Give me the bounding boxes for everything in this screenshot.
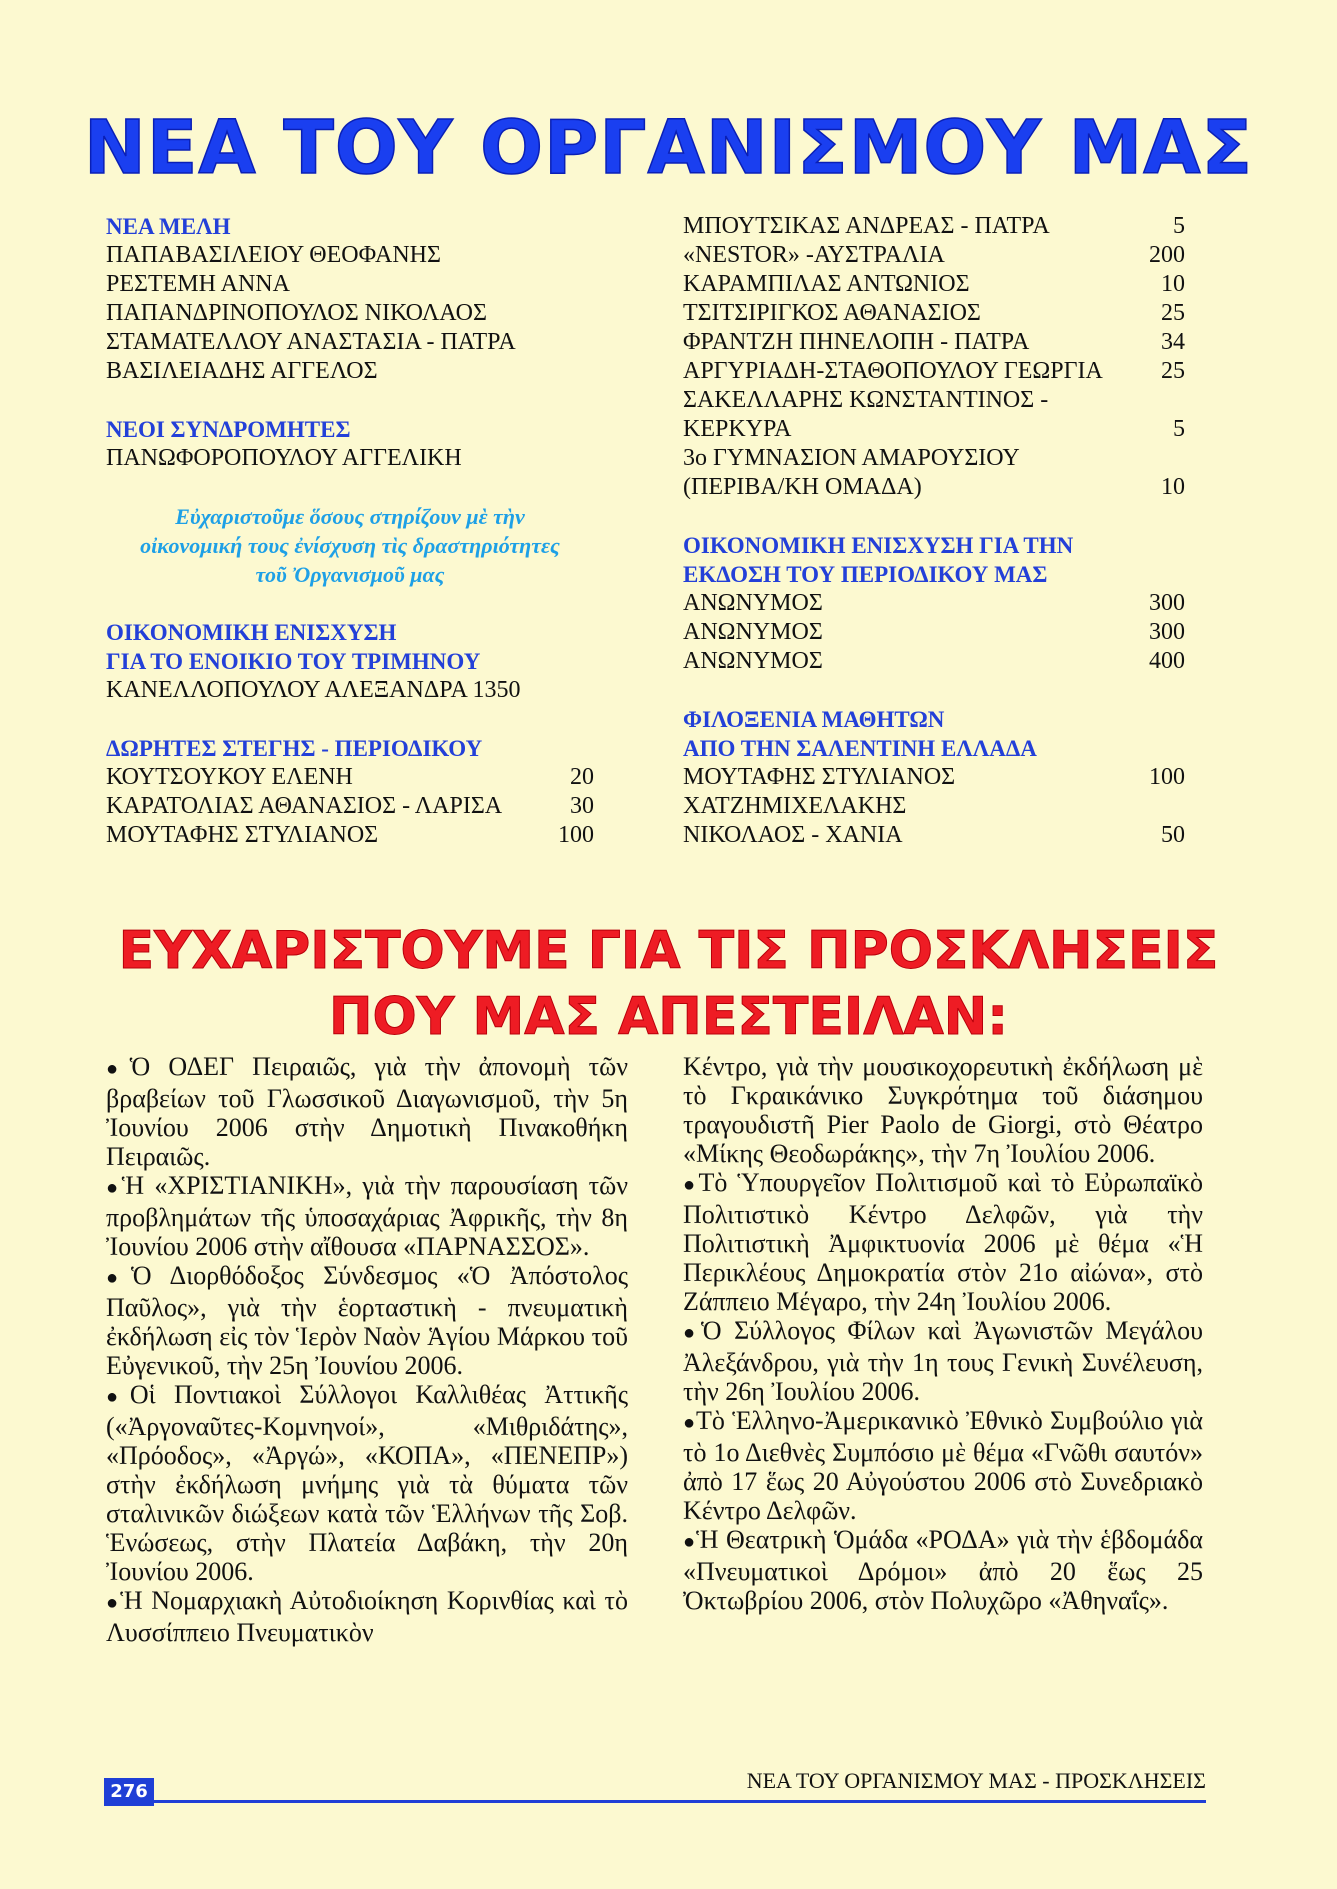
donor-name: ΜΠΟΥΤΣΙΚΑΣ ΑΝΔΡΕΑΣ - ΠΑΤΡΑ	[683, 213, 1050, 239]
invitation-paragraph	[683, 1052, 1203, 1168]
donor-amount: 100	[558, 822, 594, 848]
donor-amount: 100	[1149, 764, 1185, 790]
bullet-icon: ●	[683, 1531, 697, 1553]
donor-amount: 20	[570, 764, 594, 790]
donor-row	[683, 647, 1185, 676]
donor-amount: 25	[1161, 300, 1185, 326]
donor-name: (ΠΕΡΙΒΑ/ΚΗ ΟΜΑΔΑ)	[683, 474, 922, 500]
list-item: ΠΑΝΩΦΟΡΟΠΟΥΛΟΥ ΑΓΓΕΛΙΚΗ	[106, 445, 462, 471]
thanks-line: Εὐχαριστοῦμε ὅσους στηρίζουν μὲ τὴν	[175, 504, 525, 529]
rent-support-heading: ΓΙΑ ΤΟ ΕΝΟΙΚΙΟ ΤΟΥ ΤΡΙΜΗΝΟΥ	[106, 649, 481, 674]
footer-section-title: ΝΕΑ ΤΟΥ ΟΡΓΑΝΙΣΜΟΥ ΜΑΣ - ΠΡΟΣΚΛΗΣΕΙΣ	[746, 1768, 1206, 1793]
footer-rule	[154, 1800, 1206, 1803]
list-item: ΣΤΑΜΑΤΕΛΛΟΥ ΑΝΑΣΤΑΣΙΑ - ΠΑΤΡΑ	[106, 329, 516, 355]
donor-name: ΜΟΥΤΑΦΗΣ ΣΤΥΛΙΑΝΟΣ	[683, 764, 956, 790]
thanks-line: τοῦ Ὀργανισμοῦ μας	[255, 562, 445, 587]
donor-amount: 10	[1161, 474, 1185, 500]
donor-row	[683, 618, 1185, 647]
list-item: ΠΑΠΑΒΑΣΙΛΕΙΟΥ ΘΕΟΦΑΝΗΣ	[106, 242, 441, 268]
donor-amount: 300	[1149, 590, 1185, 616]
donor-row	[683, 270, 1185, 299]
invitation-paragraph	[683, 1525, 1203, 1615]
invitations-title-line: ΠΟΥ ΜΑΣ ΑΠΕΣΤΕΙΛΑΝ:	[328, 987, 1009, 1047]
donor-row	[683, 299, 1185, 328]
invitations-left-column	[106, 1052, 628, 1647]
donor-name: ΚΑΡΑΤΟΛΙΑΣ ΑΘΑΝΑΣΙΟΣ - ΛΑΡΙΣΑ	[106, 793, 503, 819]
invitation-paragraph	[106, 1586, 628, 1647]
donor-name: ΚΟΥΤΣΟΥΚΟΥ ΕΛΕΝΗ	[106, 764, 353, 790]
bullet-icon: ●	[683, 1174, 699, 1196]
invitation-paragraph	[106, 1171, 628, 1261]
donor-name: ΚΑΡΑΜΠΙΛΑΣ ΑΝΤΩΝΙΟΣ	[683, 271, 970, 297]
bullet-icon: ●	[683, 1412, 696, 1434]
donor-name: ΣΑΚΕΛΛΑΡΗΣ ΚΩΝΣΤΑΝΤΙΝΟΣ -	[683, 387, 1049, 413]
donor-amount: 10	[1161, 271, 1185, 297]
invitation-text: Ὁ ΟΔΕΓ Πειραιῶς, γιὰ τὴν ἀπονομὴ τῶν βραβείων τοῦ Γλωσσικοῦ Διαγωνισμοῦ, τὴν 5η Ἰουνίου 2006 στὴν Δημοτικὴ Πινακοθήκη Πειραιῶς.	[106, 1052, 628, 1171]
donor-name: ΝΙΚΟΛΑΟΣ - ΧΑΝΙΑ	[683, 822, 903, 848]
donor-row	[683, 763, 1185, 792]
donor-name: ΑΝΩΝΥΜΟΣ	[683, 590, 823, 616]
donor-amount: 25	[1161, 358, 1185, 384]
donor-row	[683, 415, 1185, 444]
invitation-text: Τὸ Ὑπουργεῖον Πολιτισμοῦ καὶ τὸ Εὐρωπαϊκὸ Πολιτιστικὸ Κέντρο Δελφῶν, γιὰ τὴν Πολιτιστικὴ Ἀμφικτυονία 2006 μὲ θέμα «Ἡ Περικλέους Δημοκρατία στὸν 21ο αἰώνα», στὸ Ζάππειο Μέγαρο, τὴν 24η Ἰουλίου 2006.	[683, 1168, 1203, 1316]
magazine-support-heading: ΟΙΚΟΝΟΜΙΚΗ ΕΝΙΣΧΥΣΗ ΓΙΑ ΤΗΝ	[683, 533, 1074, 558]
bullet-icon: ●	[683, 1322, 702, 1344]
page-number: 276	[104, 1778, 154, 1806]
donor-name: ΑΝΩΝΥΜΟΣ	[683, 619, 823, 645]
donor-amount: 300	[1149, 619, 1185, 645]
invitation-text: Κέντρο, γιὰ τὴν μουσικοχορευτικὴ ἐκδήλωση μὲ τὸ Γκραικάνικο Συγκρότημα τοῦ διάσημου τραγουδιστῆ Pier Paolo de Giorgi, στὸ Θέατρο «Μίκης Θεοδωράκης», τὴν 7η Ἰουλίου 2006.	[683, 1052, 1203, 1168]
donor-amount: 30	[570, 793, 594, 819]
invitations-title-line: ΕΥΧΑΡΙΣΤΟΥΜΕ ΓΙΑ ΤΙΣ ΠΡΟΣΚΛΗΣΕΙΣ	[118, 921, 1219, 981]
new-members-heading: ΝΕΑ ΜΕΛΗ	[106, 214, 231, 239]
rent-support-heading: ΟΙΚΟΝΟΜΙΚΗ ΕΝΙΣΧΥΣΗ	[106, 620, 397, 645]
donor-row	[683, 473, 1185, 502]
donor-name: ΑΝΩΝΥΜΟΣ	[683, 648, 823, 674]
donor-amount: 50	[1161, 822, 1185, 848]
donor-row	[683, 589, 1185, 618]
donors-heading: ΔΩΡΗΤΕΣ ΣΤΕΓΗΣ - ΠΕΡΙΟΔΙΚΟΥ	[106, 736, 483, 761]
bullet-icon: ●	[106, 1592, 121, 1614]
list-item: ΡΕΣΤΕΜΗ ΑΝΝΑ	[106, 271, 290, 297]
donor-name: ΑΡΓΥΡΙΑΔΗ-ΣΤΑΘΟΠΟΥΛΟΥ ΓΕΩΡΓΙΑ	[683, 358, 1103, 384]
thanks-note	[106, 502, 594, 589]
list-item: ΠΑΠΑΝΔΡΙΝΟΠΟΥΛΟΣ ΝΙΚΟΛΑΟΣ	[106, 300, 487, 326]
bullet-icon: ●	[106, 1058, 130, 1080]
donor-amount: 5	[1173, 416, 1185, 442]
list-item: ΚΑΝΕΛΛΟΠΟΥΛΟΥ ΑΛΕΞΑΝΔΡΑ 1350	[106, 677, 521, 703]
invitation-paragraph	[683, 1406, 1203, 1525]
invitation-text: Ὁ Σύλλογος Φίλων καὶ Ἀγωνιστῶν Μεγάλου Ἀλεξάνδρου, γιὰ τὴν 1η τους Γενικὴ Συνέλευση, τὴν 26η Ἰουλίου 2006.	[683, 1316, 1203, 1406]
invitations-title	[0, 918, 1337, 1050]
donor-row	[683, 241, 1185, 270]
donor-name: ΚΕΡΚΥΡΑ	[683, 416, 792, 442]
donor-name: «NESTOR» -ΑΥΣΤΡΑΛΙΑ	[683, 242, 945, 268]
bullet-icon: ●	[106, 1386, 130, 1408]
invitation-paragraph	[106, 1261, 628, 1380]
donor-name: ΤΣΙΤΣΙΡΙΓΚΟΣ ΑΘΑΝΑΣΙΟΣ	[683, 300, 981, 326]
bullet-icon: ●	[106, 1177, 122, 1199]
invitation-text: Ἡ Νομαρχιακὴ Αὐτοδιοίκηση Κορινθίας καὶ τὸ Λυσσίππειο Πνευματικὸν	[106, 1586, 628, 1647]
invitation-paragraph	[106, 1380, 628, 1586]
donor-amount: 34	[1161, 329, 1185, 355]
new-subscribers-heading: ΝΕΟΙ ΣΥΝΔΡΟΜΗΤΕΣ	[106, 417, 351, 442]
invitation-paragraph	[683, 1168, 1203, 1316]
donor-row	[683, 328, 1185, 357]
donor-amount: 5	[1173, 213, 1185, 239]
left-column	[106, 212, 594, 850]
donor-name: 3ο ΓΥΜΝΑΣΙΟΝ ΑΜΑΡΟΥΣΙΟΥ	[683, 445, 1020, 471]
invitations-right-column	[683, 1052, 1203, 1615]
right-column	[683, 212, 1185, 850]
donor-row	[106, 821, 594, 850]
hospitality-heading: ΑΠΟ ΤΗΝ ΣΑΛΕΝΤΙΝΗ ΕΛΛΑΔΑ	[683, 736, 1037, 761]
list-item: ΒΑΣΙΛΕΙΑΔΗΣ ΑΓΓΕΛΟΣ	[106, 358, 378, 384]
donor-row	[106, 792, 594, 821]
donor-name: ΜΟΥΤΑΦΗΣ ΣΤΥΛΙΑΝΟΣ	[106, 822, 379, 848]
donor-name: ΦΡΑΝΤΖΗ ΠΗΝΕΛΟΠΗ - ΠΑΤΡΑ	[683, 329, 1030, 355]
hospitality-heading: ΦΙΛΟΞΕΝΙΑ ΜΑΘΗΤΩΝ	[683, 707, 945, 732]
donor-row	[106, 763, 594, 792]
page-title: ΝΕΑ ΤΟΥ ΟΡΓΑΝΙΣΜΟΥ ΜΑΣ	[83, 105, 1254, 191]
donor-amount: 200	[1149, 242, 1185, 268]
invitation-paragraph	[106, 1052, 628, 1171]
thanks-line: οἰκονομική τους ἐνίσχυση τὶς δραστηριότητες	[140, 533, 560, 558]
invitation-text: Ὁ Διορθόδοξος Σύνδεσμος «Ὁ Ἀπόστολος Παῦλος», γιὰ τὴν ἑορταστικὴ - πνευματικὴ ἐκδήλωση εἰς τὸν Ἱερὸν Ναὸν Ἁγίου Μάρκου τοῦ Εὐγενικοῦ, τὴν 25η Ἰουνίου 2006.	[106, 1261, 628, 1380]
invitation-text: Τὸ Ἑλληνο-Ἀμερικανικὸ Ἐθνικὸ Συμβούλιο γιὰ τὸ 1ο Διεθνὲς Συμπόσιο μὲ θέμα «Γνῶθι σαυτόν» ἀπὸ 17 ἕως 20 Αὐγούστου 2006 στὸ Συνεδριακὸ Κέντρο Δελφῶν.	[683, 1406, 1203, 1525]
donor-name: ΧΑΤΖΗΜΙΧΕΛΑΚΗΣ	[683, 793, 907, 819]
donor-row	[683, 357, 1185, 386]
donor-amount: 400	[1149, 648, 1185, 674]
invitation-text: Οἱ Ποντιακοὶ Σύλλογοι Καλλιθέας Ἀττικῆς («Ἀργοναῦτες-Κομνηνοί», «Μιθριδάτης», «Πρόοδος», «Ἀργώ», «ΚΟΠΑ», «ΠΕΝΕΠΡ») στὴν ἐκδήλωση μνήμης γιὰ τὰ θύματα τῶν σταλινικῶν διώξεων κατὰ τῶν Ἑλλήνων τῆς Σοβ. Ἑνώσεως, στὴν Πλατεία Δαβάκη, τὴν 20η Ἰουνίου 2006.	[106, 1380, 628, 1586]
donor-row	[683, 821, 1185, 850]
invitation-text: Ἡ «ΧΡΙΣΤΙΑΝΙΚΗ», γιὰ τὴν παρουσίαση τῶν προβλημάτων τῆς ὑποσαχάριας Ἀφρικῆς, τὴν 8η Ἰουνίου 2006 στὴν αἴθουσα «ΠΑΡΝΑΣΣΟΣ».	[106, 1171, 628, 1261]
bullet-icon: ●	[106, 1267, 131, 1289]
donor-row	[683, 212, 1185, 241]
invitation-paragraph	[683, 1316, 1203, 1406]
invitation-text: Ἡ Θεατρικὴ Ὁμάδα «ΡΟΔΑ» γιὰ τὴν ἑβδομάδα «Πνευματικοὶ Δρόμοι» ἀπὸ 20 ἕως 25 Ὀκτωβρίου 2006, στὸν Πολυχῶρο «Ἀθηναΐς».	[683, 1525, 1203, 1615]
magazine-support-heading: ΕΚΔΟΣΗ ΤΟΥ ΠΕΡΙΟΔΙΚΟΥ ΜΑΣ	[683, 562, 1048, 587]
